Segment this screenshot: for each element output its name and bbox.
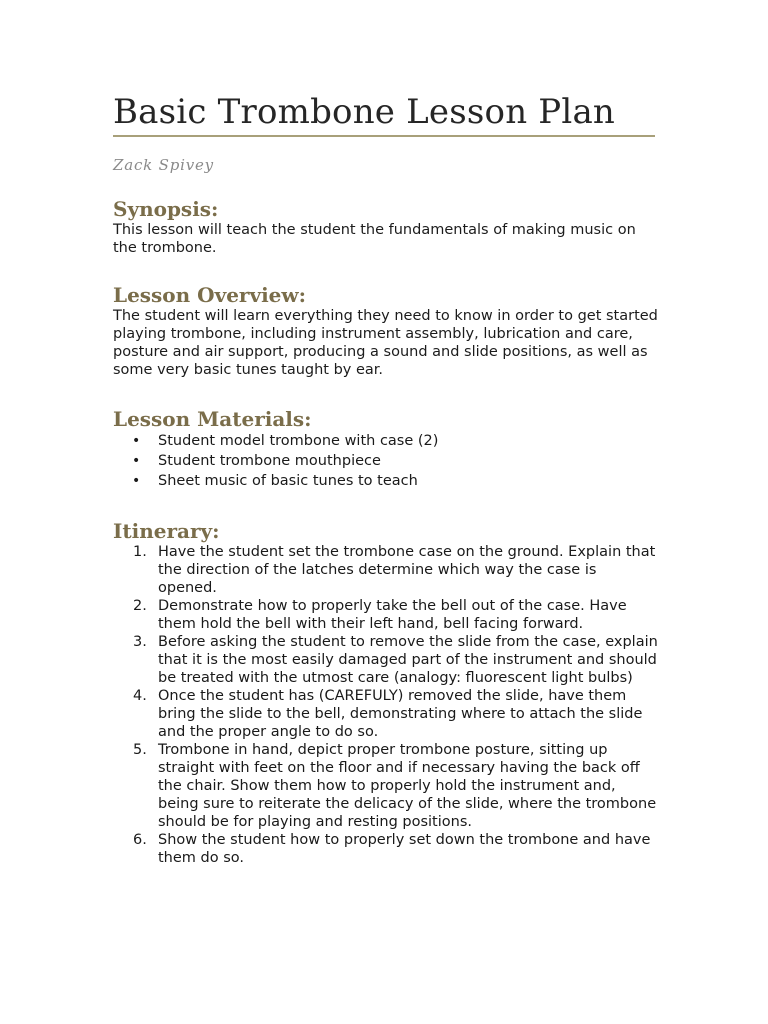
list-item [113,633,658,687]
step-text: Before asking the student to remove the slide from the case, explain that it is the most easily damaged part of the instrument and should be treated with the utmost care (analogy: fluorescent light bulbs) [158,634,658,686]
itinerary-heading: Itinerary: [113,519,220,543]
step-number: 2. [133,598,147,614]
step-text: Have the student set the trombone case on the ground. Explain that the direction of the latches determine which way the case is opened. [158,544,656,596]
list-item: • Student model trombone with case (2) [113,431,658,451]
document-author: Zack Spivey [113,156,214,174]
list-item [113,687,658,741]
materials-heading: Lesson Materials: [113,407,312,431]
list-item [113,831,658,867]
title-divider [113,135,655,137]
step-text: Show the student how to properly set down the trombone and have them do so. [158,832,651,866]
step-number: 6. [133,832,147,848]
step-number: 1. [133,544,147,560]
itinerary-list [113,543,658,867]
step-number: 3. [133,634,147,650]
list-item [113,597,658,633]
list-item [113,543,658,597]
step-text: Demonstrate how to properly take the bell out of the case. Have them hold the bell with their left hand, bell facing forward. [158,598,627,632]
synopsis-text: This lesson will teach the student the fundamentals of making music on the trombone. [113,222,636,256]
synopsis-heading: Synopsis: [113,197,219,221]
step-number: 4. [133,688,147,704]
overview-text: The student will learn everything they need to know in order to get started playing trombone, including instrument assembly, lubrication and care, posture and air support, producing a sound and slide positions, as well as some very basic tunes taught by ear. [113,308,658,378]
step-text: Once the student has (CAREFULY) removed the slide, have them bring the slide to the bell, demonstrating where to attach the slide and the proper angle to do so. [158,688,643,740]
list-item [113,741,658,831]
materials-list [113,431,658,491]
overview-heading: Lesson Overview: [113,283,306,307]
step-number: 5. [133,742,147,758]
step-text: Trombone in hand, depict proper trombone posture, sitting up straight with feet on the floor and if necessary having the back off the chair. Show them how to properly hold the instrument and, being sure to reiterate the delicacy of the slide, where the trombone should be for playing and resting positions. [158,742,657,830]
list-item: • Sheet music of basic tunes to teach [113,471,658,491]
list-item: • Student trombone mouthpiece [113,451,658,471]
document-title: Basic Trombone Lesson Plan [113,92,616,132]
document-page [113,92,658,867]
